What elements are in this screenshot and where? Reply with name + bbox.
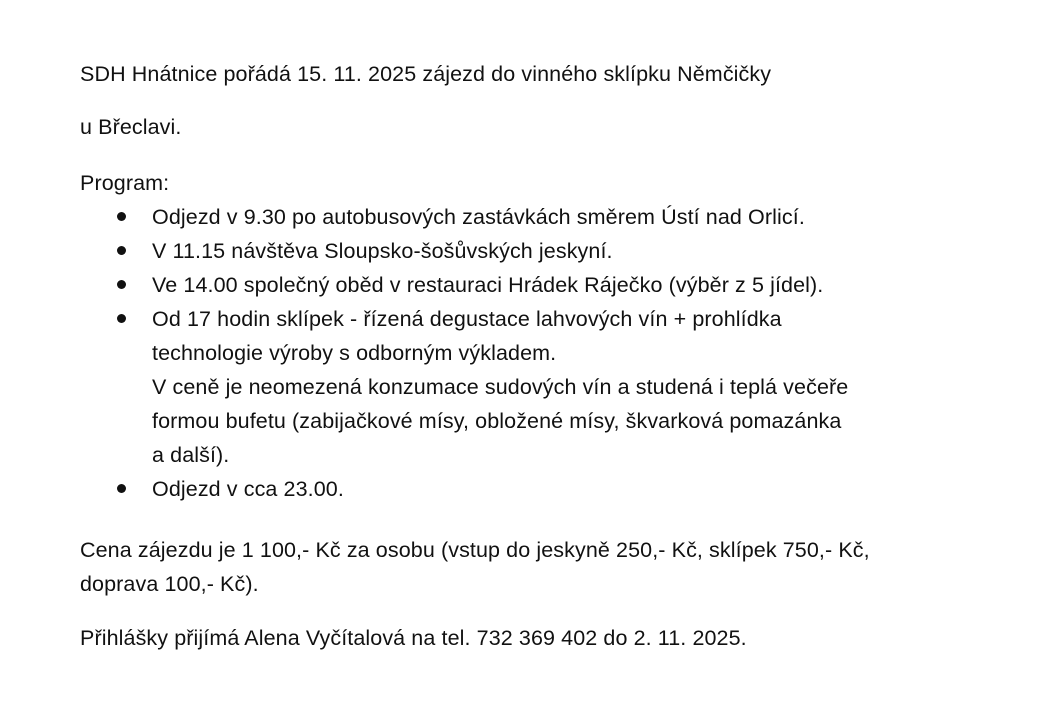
program-heading: Program: xyxy=(80,171,170,195)
bullet-icon xyxy=(117,212,126,221)
program-item-text: technologie výroby s odborným výkladem. xyxy=(152,341,557,365)
bullet-icon xyxy=(117,484,126,493)
program-item-return xyxy=(80,472,848,506)
intro-line-2: u Břeclavi. xyxy=(80,115,182,139)
program-item-text: V ceně je neomezená konzumace sudových vín a studená i teplá večeře xyxy=(152,375,849,399)
bullet-icon xyxy=(117,246,126,255)
program-item-text: Od 17 hodin sklípek - řízená degustace lahvových vín + prohlídka xyxy=(152,307,782,331)
intro-line-1: SDH Hnátnice pořádá 15. 11. 2025 zájezd do vinného sklípku Němčičky xyxy=(80,62,772,86)
program-item-departure xyxy=(80,200,848,234)
program-item-text: Odjezd v cca 23.00. xyxy=(152,477,344,501)
program-item-text: a další). xyxy=(152,443,230,467)
price-line-2: doprava 100,- Kč). xyxy=(80,572,259,596)
program-item-text: Odjezd v 9.30 po autobusových zastávkách směrem Ústí nad Orlicí. xyxy=(152,205,805,229)
bullet-icon xyxy=(117,280,126,289)
signup-line: Přihlášky přijímá Alena Vyčítalová na tel. 732 369 402 do 2. 11. 2025. xyxy=(80,626,747,650)
program-item-wine-cellar xyxy=(80,302,848,472)
program-item-text: V 11.15 návštěva Sloupsko-šošůvských jeskyní. xyxy=(152,239,613,263)
program-item-text: Ve 14.00 společný oběd v restauraci Hrádek Ráječko (výběr z 5 jídel). xyxy=(152,273,824,297)
bullet-icon xyxy=(117,314,126,323)
price-line-1: Cena zájezdu je 1 100,- Kč za osobu (vstup do jeskyně 250,- Kč, sklípek 750,- Kč, xyxy=(80,538,870,562)
program-item-lunch xyxy=(80,268,848,302)
program-list xyxy=(80,200,848,506)
program-item-caves xyxy=(80,234,848,268)
program-item-text: formou bufetu (zabijačkové mísy, obložené mísy, škvarková pomazánka xyxy=(152,409,842,433)
